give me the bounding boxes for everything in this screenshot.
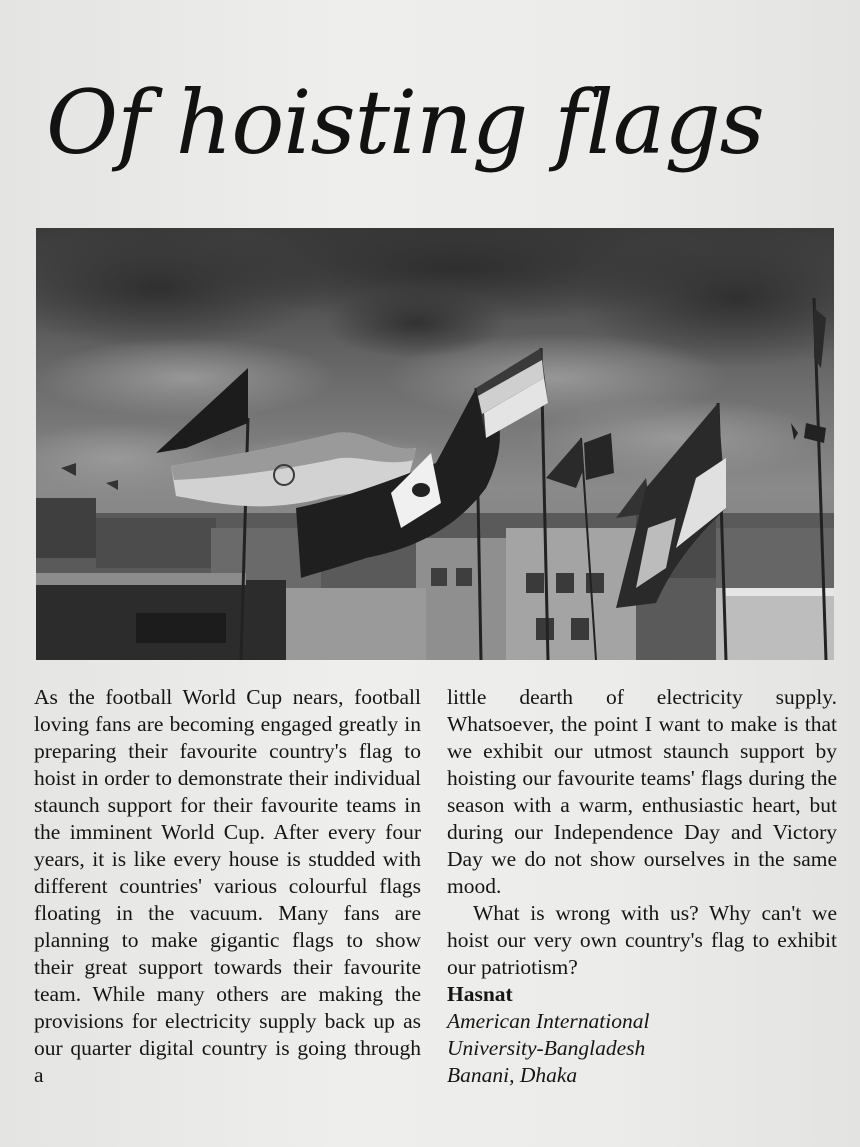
body-text-right-paragraph-1: little dearth of electricity supply. Whatsoever, the point I want to make is that we exhibit our utmost staunch support by hoisting our favourite teams' flags during the season with a warm, enthusiastic heart, but during our Independence Day and Victory Day we do not show ourselves in the same mood. (447, 685, 837, 898)
signature-institution-line-2: University-Bangladesh (447, 1036, 646, 1060)
body-text-left: As the football World Cup nears, football loving fans are becoming engaged greatly in preparing their favourite country's flag to hoist in order to demonstrate their individual staunch support for their favourite teams in the imminent World Cup. After every four years, it is like every house is studded with different countries' various colourful flags floating in the vacuum. Many fans are planning to make gigantic flags to show their great support towards their favourite team. While many others are making the provisions for electricity supply back up as our quarter digital country is going through a (34, 685, 421, 1087)
article-column-right (447, 684, 837, 1089)
headline: Of hoisting flags (46, 71, 764, 174)
article-column-left (34, 684, 421, 1089)
signature-institution-line-1: American International (447, 1009, 650, 1033)
signature-location: Banani, Dhaka (447, 1063, 578, 1087)
article-photo (36, 228, 834, 660)
flags-photo-illustration (36, 228, 834, 660)
signature-name: Hasnat (447, 982, 513, 1006)
body-text-right-paragraph-2: What is wrong with us? Why can't we hoist our very own country's flag to exhibit our patriotism? (447, 901, 837, 979)
